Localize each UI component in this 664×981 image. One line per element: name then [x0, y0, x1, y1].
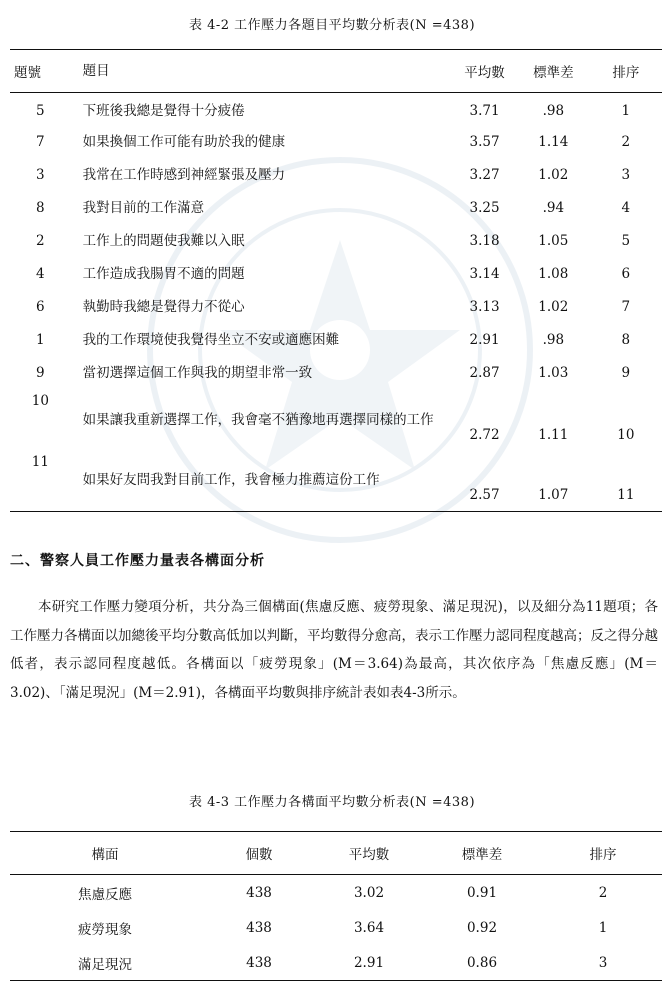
item-id: 1: [36, 332, 45, 348]
item-sd: .94: [542, 200, 565, 216]
item-sd: 1.11: [538, 426, 569, 443]
item-question: 如果好友問我對目前工作，我會極力推薦這份工作: [82, 472, 380, 489]
item-mean: 3.27: [469, 167, 500, 183]
item-question: 我常在工作時感到神經緊張及壓力: [82, 166, 286, 183]
item-mean: 2.87: [469, 365, 500, 381]
item-sd: 1.07: [538, 487, 569, 503]
item-mean: 3.14: [469, 266, 500, 282]
item-rank: 8: [621, 332, 631, 348]
header-item-id: 題號: [10, 50, 71, 93]
table-row: [10, 159, 662, 192]
dimension-count: 438: [246, 919, 272, 936]
body-paragraph: 本研究工作壓力變項分析，共分為三個構面(焦慮反應、疲勞現象、滿足現況)，以及細分為11題項；各工作壓力各構面以加總後平均分數高低加以判斷，平均數得分愈高，表示工作壓力認同程度越高；反之得分越低者，表示認同程度越低。各構面以「疲勞現象」(M＝3.64)為最高，其次依序為「焦慮反應」(M＝3.02)、「滿足現況」(M＝2.91)，各構面平均數與排序統計表如表4-3所示。: [10, 599, 658, 701]
item-sd: 1.05: [538, 233, 569, 249]
item-question: 當初選擇這個工作與我的期望非常一致: [82, 364, 313, 381]
item-mean: 3.18: [469, 233, 500, 249]
item-sd: .98: [542, 103, 565, 120]
header-question: 題目: [71, 50, 452, 93]
table-row: [10, 451, 662, 512]
item-mean: 3.71: [469, 103, 500, 120]
item-id: 6: [36, 299, 45, 315]
item-rank: 11: [617, 487, 635, 503]
item-mean: 3.25: [469, 200, 500, 216]
header-mean: 平均數: [452, 50, 517, 93]
table-row: [10, 357, 662, 390]
item-id: 11: [31, 453, 49, 470]
table-row: [10, 93, 662, 126]
item-mean: 2.72: [469, 426, 500, 443]
table-header-row: [10, 832, 662, 875]
table-row: [10, 192, 662, 225]
dimension-sd: 0.86: [466, 954, 498, 971]
item-rank: 10: [617, 426, 635, 443]
table-row: [10, 291, 662, 324]
item-mean: 3.13: [469, 299, 500, 315]
item-rank: 9: [621, 365, 631, 381]
dimension-name: 疲勞現象: [78, 921, 132, 938]
table-row: [10, 225, 662, 258]
table-row: [10, 390, 662, 451]
section-heading: 二、警察人員工作壓力量表各構面分析: [10, 553, 265, 569]
header-sd: 標準差: [420, 832, 544, 875]
item-sd: 1.03: [538, 365, 569, 381]
header-sd: 標準差: [517, 50, 590, 93]
item-sd: 1.02: [538, 167, 569, 183]
item-mean-table: [10, 49, 662, 512]
item-question: 執勤時我總是覺得力不從心: [82, 298, 245, 315]
header-rank: 排序: [590, 50, 662, 93]
dimension-mean: 2.91: [353, 954, 385, 971]
dimension-rank: 2: [598, 884, 608, 901]
item-id: 2: [36, 233, 45, 249]
item-id: 3: [36, 167, 45, 183]
table-row: [10, 875, 662, 911]
item-question: 工作造成我腸胃不適的問題: [82, 265, 245, 282]
item-rank: 6: [621, 266, 631, 282]
table1-caption: 表 4-2 工作壓力各題目平均數分析表(N =438): [188, 18, 476, 33]
dimension-rank: 1: [598, 919, 608, 936]
dimension-name: 焦慮反應: [78, 886, 132, 903]
header-mean: 平均數: [318, 832, 420, 875]
header-dimension: 構面: [10, 832, 200, 875]
table-row: [10, 324, 662, 357]
item-sd: 1.14: [538, 134, 569, 150]
item-id: 8: [36, 200, 45, 216]
item-question: 我對目前的工作滿意: [82, 199, 205, 216]
item-rank: 3: [621, 167, 631, 183]
item-mean: 2.57: [469, 487, 500, 503]
item-mean: 2.91: [469, 332, 500, 348]
table-row: [10, 126, 662, 159]
dimension-mean: 3.64: [353, 919, 385, 936]
item-rank: 4: [621, 200, 631, 216]
dimension-mean: 3.02: [353, 884, 385, 901]
item-question: 工作上的問題使我難以入眠: [82, 232, 245, 249]
item-rank: 7: [621, 299, 631, 315]
dimension-mean-table: [10, 831, 662, 981]
item-rank: 2: [621, 134, 631, 150]
table-header-row: [10, 50, 662, 93]
item-question: 如果換個工作可能有助於我的健康: [82, 133, 286, 150]
item-question: 我的工作環境使我覺得坐立不安或適應困難: [82, 331, 340, 348]
item-id: 5: [36, 103, 45, 120]
dimension-count: 438: [246, 954, 272, 971]
table-row: [10, 910, 662, 945]
dimension-sd: 0.91: [466, 884, 498, 901]
dimension-name: 滿足現況: [78, 956, 132, 973]
dimension-sd: 0.92: [466, 919, 498, 936]
item-mean: 3.57: [469, 134, 500, 150]
dimension-rank: 3: [598, 954, 608, 971]
header-rank: 排序: [544, 832, 662, 875]
table2-caption: 表 4-3 工作壓力各構面平均數分析表(N =438): [188, 795, 476, 810]
item-rank: 5: [621, 233, 631, 249]
header-count: 個數: [200, 832, 318, 875]
item-sd: 1.02: [538, 299, 569, 315]
item-question: 下班後我總是覺得十分疲倦: [82, 102, 245, 119]
item-question: 如果讓我重新選擇工作，我會毫不猶豫地再選擇同樣的工作: [82, 411, 434, 428]
item-sd: .98: [542, 332, 565, 348]
table-row: [10, 945, 662, 981]
item-id: 7: [36, 134, 45, 150]
item-sd: 1.08: [538, 266, 569, 282]
dimension-count: 438: [246, 884, 272, 901]
item-id: 9: [36, 365, 45, 381]
item-id: 10: [31, 392, 49, 409]
table-row: [10, 258, 662, 291]
item-rank: 1: [621, 103, 631, 120]
item-id: 4: [36, 266, 45, 282]
